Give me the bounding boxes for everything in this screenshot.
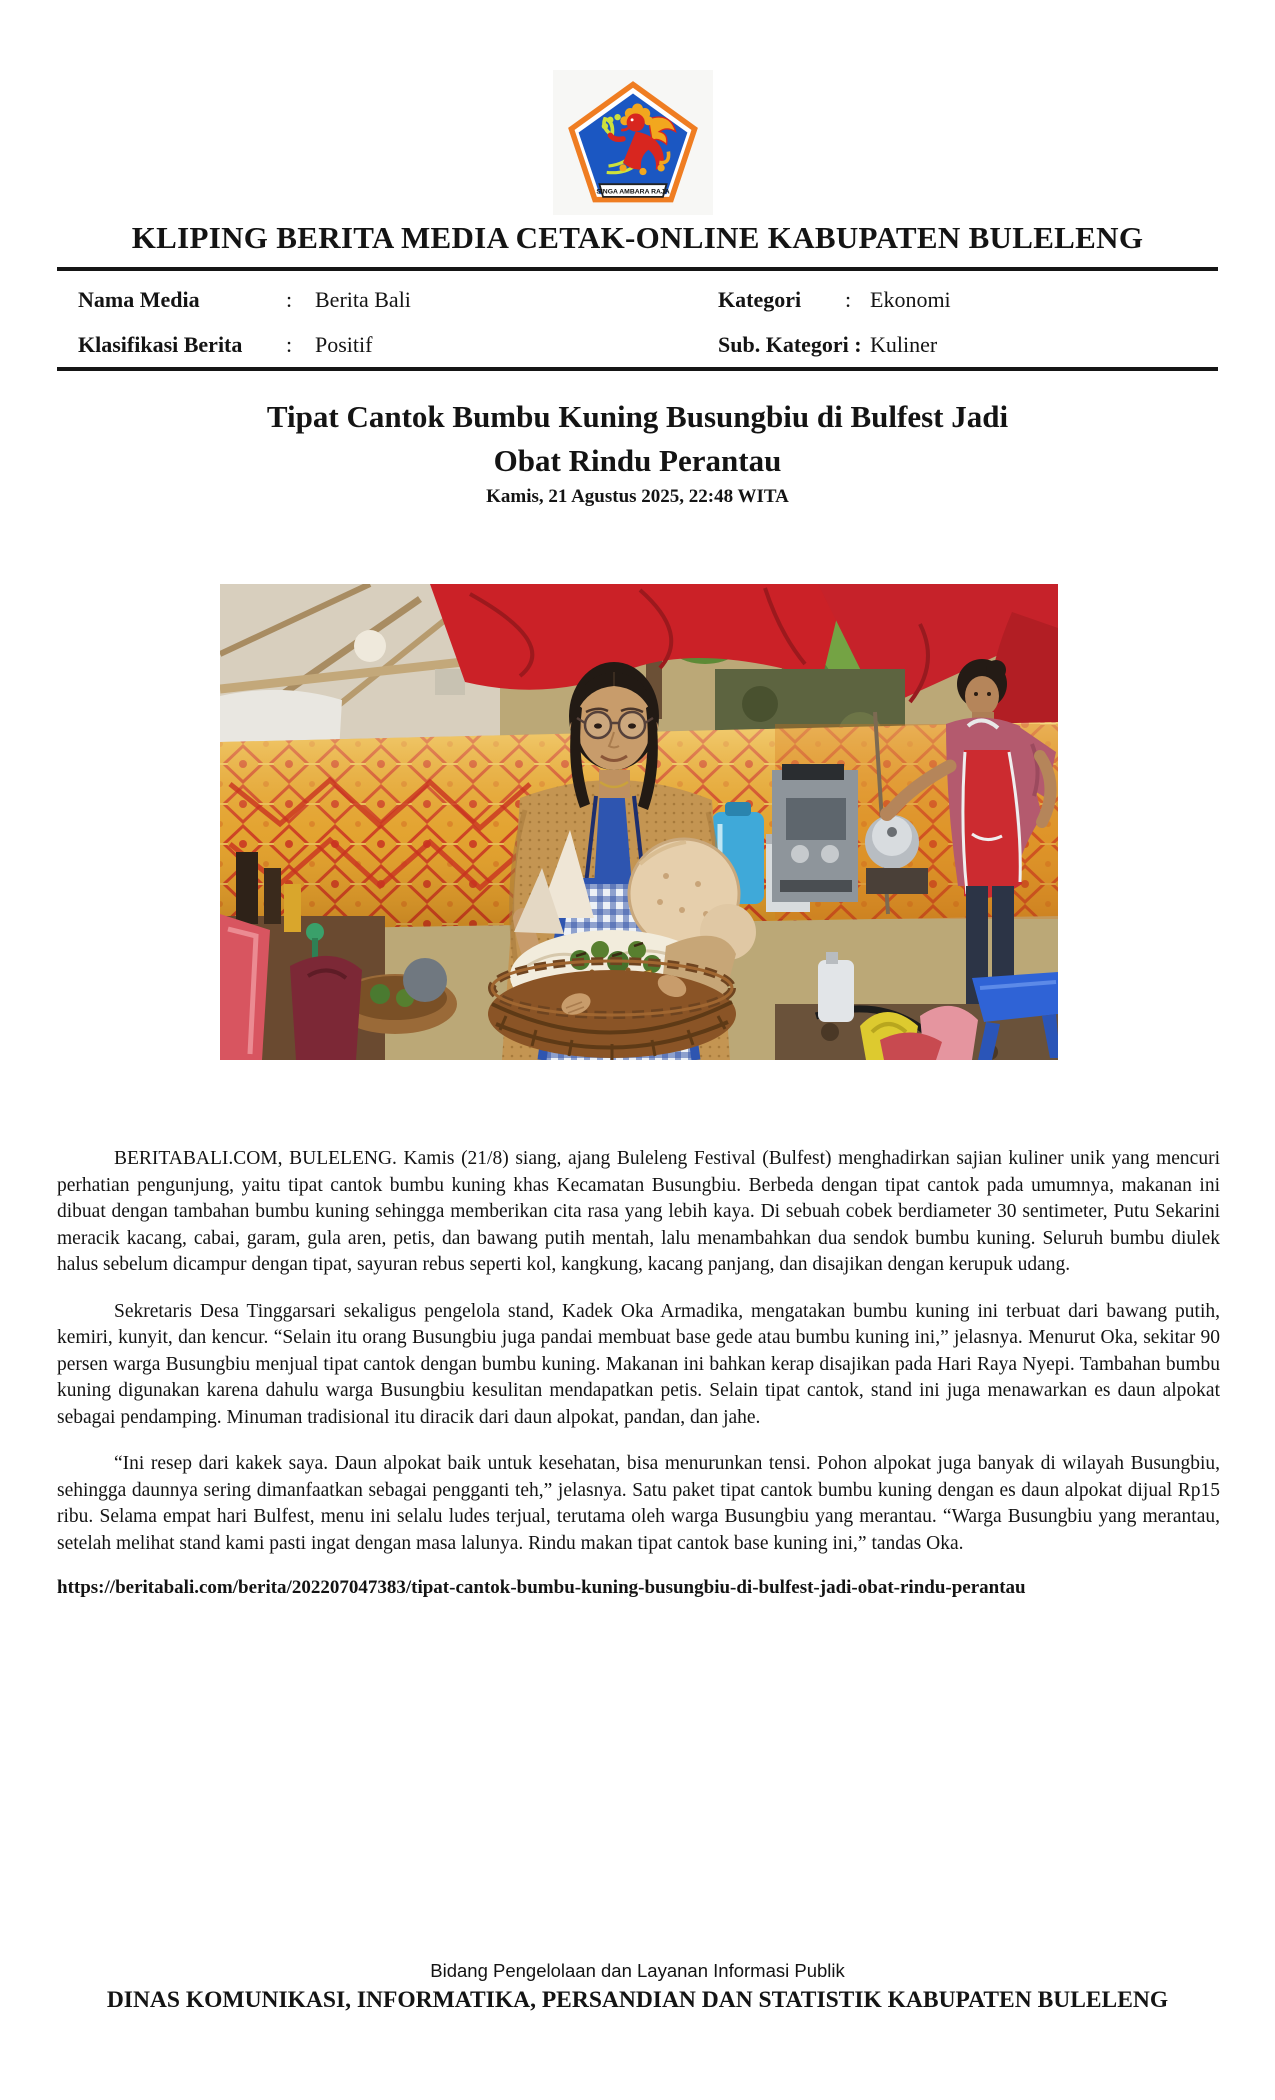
meta-value-sub-kategori: Kuliner [870, 332, 938, 357]
article-paragraph-3: “Ini resep dari kakek saya. Daun alpokat baik untuk kesehatan, bisa menurunkan tensi. Pohon alpokat juga banyak di wilayah Busungbiu, sehingga daunnya sering dimanfaatkan sebagai pengganti teh,” jelasnya. Satu paket tipat cantok bumbu kuning dengan es daun alpokat dijual Rp15 ribu. Selama empat hari Bulfest, menu ini selalu ludes terjual, terutama oleh warga Busungbiu yang merantau. “Warga Busungbiu yang merantau, setelah melihat stand kami pasti ingat dengan masa lalunya. Rindu makan tipat cantok base kuning ini,” tandas Oka. [57, 1453, 1220, 1554]
footer-agency-line: DINAS KOMUNIKASI, INFORMATIKA, PERSANDIAN DAN STATISTIK KABUPATEN BULELENG [106, 1987, 1169, 2013]
article-datetime: Kamis, 21 Agustus 2025, 22:48 WITA [486, 486, 789, 507]
meta-colon: : [845, 287, 852, 312]
buleleng-regency-logo [553, 70, 713, 215]
footer-department-line: Bidang Pengelolaan dan Layanan Informasi Publik [430, 1960, 845, 1981]
meta-value-kategori: Ekonomi [870, 287, 951, 312]
meta-label-kategori: Kategori [718, 287, 802, 312]
article-source-url[interactable]: https://beritabali.com/berita/202207047383/tipat-cantok-bumbu-kuning-busungbiu-di-bulfest-jadi-obat-rindu-perantau [57, 1577, 1026, 1598]
divider-bottom [57, 367, 1218, 371]
meta-colon: : [286, 332, 293, 357]
article-title-line2: Obat Rindu Perantau [493, 443, 782, 478]
document-title: KLIPING BERITA MEDIA CETAK-ONLINE KABUPATEN BULELENG [131, 220, 1144, 255]
logo-banner-text: SINGA AMBARA RAJA [596, 188, 670, 196]
meta-value-klasifikasi-berita: Positif [315, 332, 373, 357]
divider-top [57, 267, 1218, 271]
meta-label-klasifikasi-berita: Klasifikasi Berita [78, 332, 243, 357]
article-photo [220, 584, 1058, 1060]
meta-colon: : [286, 287, 293, 312]
singa-ambara-raja-crest-icon [565, 79, 701, 206]
meta-label-nama-media: Nama Media [78, 287, 200, 312]
article-body [57, 1146, 1220, 1599]
article-paragraph-1: BERITABALI.COM, BULELENG. Kamis (21/8) siang, ajang Buleleng Festival (Bulfest) menghadirkan sajian kuliner unik yang mencuri perhatian pengunjung, yaitu tipat cantok bumbu kuning khas Kecamatan Busungbiu. Berbeda dengan tipat cantok pada umumnya, makanan ini dibuat dengan tambahan bumbu kuning sehingga memberikan cita rasa yang lebih kaya. Di sebuah cobek berdiameter 30 sentimeter, Putu Sekarini meracik kacang, cabai, garam, gula aren, petis, dan bawang putih mentah, lalu menambahkan dua sendok bumbu kuning. Seluruh bumbu diulek halus sebelum dicampur dengan tipat, sayuran rebus seperti kol, kangkung, kacang panjang, dan disajikan dengan kerupuk udang. [57, 1148, 1220, 1275]
meta-value-nama-media: Berita Bali [315, 287, 411, 312]
meta-label-sub-kategori: Sub. Kategori : [718, 332, 862, 357]
article-paragraph-2: Sekretaris Desa Tinggarsari sekaligus pengelola stand, Kadek Oka Armadika, mengatakan bumbu kuning ini terbuat dari bawang putih, kemiri, kunyit, dan kencur. “Selain itu orang Busungbiu juga pandai membuat base gede atau bumbu kuning ini,” jelasnya. Menurut Oka, sekitar 90 persen warga Busungbiu menjual tipat cantok dengan bumbu kuning. Makanan ini bahkan kerap disajikan pada Hari Raya Nyepi. Tambahan bumbu kuning digunakan karena dahulu warga Busungbiu kesulitan mendapatkan petis. Selain tipat cantok, stand ini juga menawarkan es daun alpokat sebagai pendamping. Minuman tradisional itu diracik dari daun alpokat, pandan, dan jahe. [57, 1300, 1220, 1428]
article-title-line1: Tipat Cantok Bumbu Kuning Busungbiu di Bulfest Jadi [266, 399, 1009, 434]
article-photo-illustration [220, 584, 1058, 1060]
